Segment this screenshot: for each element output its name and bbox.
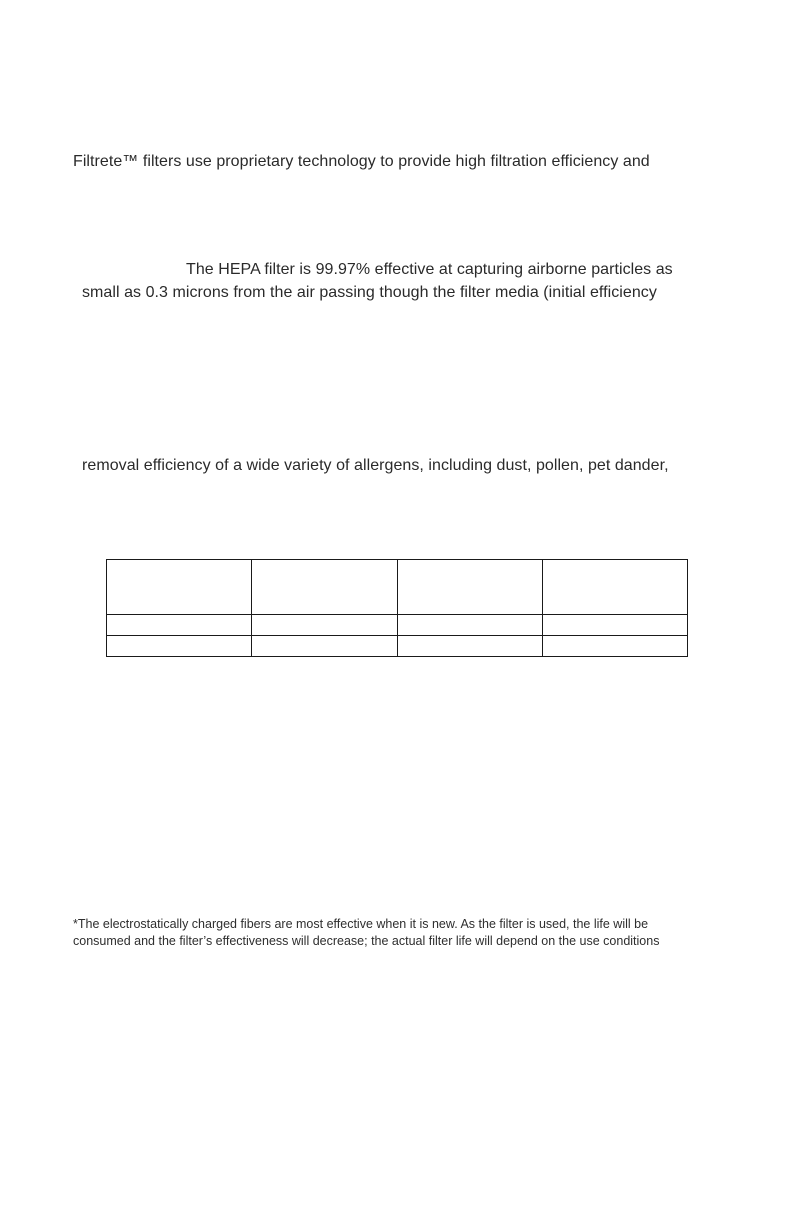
table-header-row <box>107 560 688 615</box>
footnote-line-1: *The electrostatically charged fibers are most effective when it is new. As the filter is used, the life will be <box>73 917 649 931</box>
intro-text-line-1: Filtrete™ filters use proprietary technology to provide high filtration efficiency and <box>73 153 650 170</box>
table-header-cell <box>107 560 252 615</box>
hepa-text-line-1: The HEPA filter is 99.97% effective at capturing airborne particles as <box>186 261 673 278</box>
filter-spec-table <box>106 559 688 657</box>
table-cell <box>542 615 687 636</box>
table-cell <box>107 615 252 636</box>
table-header-cell <box>252 560 397 615</box>
table-cell <box>397 615 542 636</box>
table-cell <box>252 636 397 657</box>
allergens-text-line-1: removal efficiency of a wide variety of allergens, including dust, pollen, pet dander, <box>82 457 669 474</box>
table-cell <box>107 636 252 657</box>
hepa-text-line-2: small as 0.3 microns from the air passing though the filter media (initial efficiency <box>82 284 657 301</box>
table-row <box>107 636 688 657</box>
footnote-line-2: consumed and the filter’s effectiveness will decrease; the actual filter life will depend on the use conditions <box>73 934 660 948</box>
table-row <box>107 615 688 636</box>
table-cell <box>397 636 542 657</box>
table-header-cell <box>397 560 542 615</box>
table-header-cell <box>542 560 687 615</box>
table-cell <box>542 636 687 657</box>
table-cell <box>252 615 397 636</box>
